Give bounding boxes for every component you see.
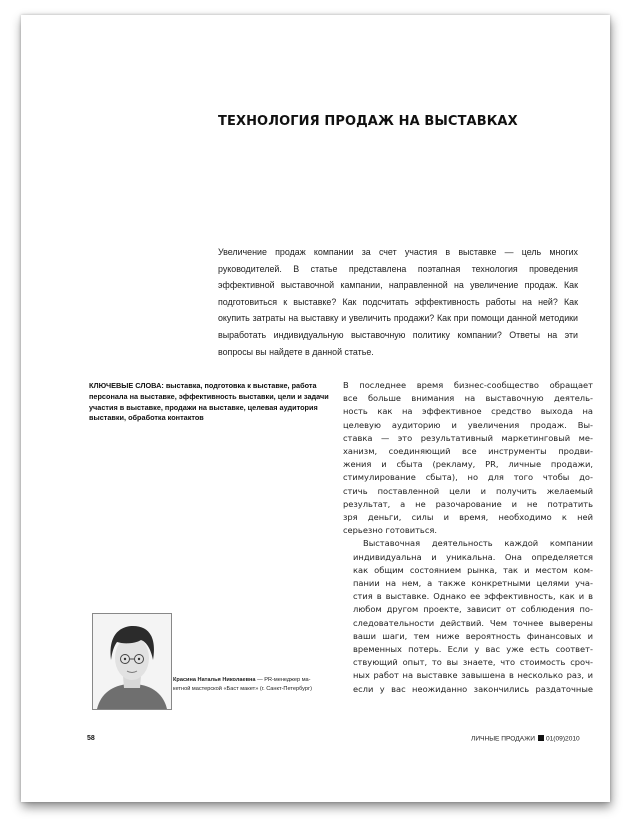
body-line: если у вас неожиданно закончились раздаточные — [353, 683, 593, 694]
author-portrait-image — [93, 614, 171, 709]
article-body — [343, 379, 593, 696]
author-caption — [173, 676, 333, 694]
magazine-page — [21, 15, 610, 802]
body-line: ставка — это результативный маркетинговый ме- — [343, 432, 593, 443]
square-bullet-icon — [538, 735, 544, 741]
body-line: целевую аудиторию и увеличения продаж. Вы- — [343, 419, 593, 430]
body-line: временных потерь. Если у вас уже есть соответ- — [353, 644, 593, 655]
author-photo — [92, 613, 172, 710]
body-line: ханизм, соединяющий все инструменты продви- — [343, 446, 593, 457]
article-title: ТЕХНОЛОГИЯ ПРОДАЖ НА ВЫСТАВКАХ — [218, 114, 518, 129]
body-line: стимулирование сбыта), но для того чтобы до- — [343, 472, 593, 483]
body-line: индивидуальна и уникальна. Она определяется — [353, 551, 593, 562]
body-line: пании на нем, а также конкретными целями уча- — [353, 578, 593, 589]
body-line: Выставочная деятельность каждой компании — [363, 538, 593, 549]
body-line: стичь поставленной цели и получить желаемый — [343, 485, 593, 496]
body-line: как общим состоянием рынка, так и местом ком- — [353, 564, 593, 575]
body-line: ных работ на выставке завышена в несколько раз, и — [353, 670, 593, 681]
body-line: зря деньги, силы и время, необходимо к ней — [343, 512, 593, 523]
page-number: 58 — [87, 735, 95, 742]
magazine-name: ЛИЧНЫЕ ПРОДАЖИ — [471, 735, 535, 743]
author-role-cont: кетной мастерской «Баст макет» (г. Санкт-Петербург) — [173, 686, 312, 692]
body-paragraph-2 — [343, 537, 593, 695]
body-line: любом другом проекте, зависит от соблюдения по- — [353, 604, 593, 615]
body-paragraph-1 — [343, 379, 593, 537]
magazine-issue: 01(09)2010 — [545, 735, 580, 743]
body-line: стия в выставке. Однако ее эффективность, как и в — [353, 591, 593, 602]
body-line: все больше внимания на выставочную деятель- — [343, 393, 593, 404]
body-line: ствующий опыт, то вы знаете, что стоимость сроч- — [353, 657, 593, 668]
magazine-footer — [471, 735, 580, 743]
body-line: ваши шаги, тем ниже вероятность финансовых и — [353, 630, 593, 641]
author-role: — PR-менеджер ма- — [255, 677, 311, 683]
body-line: ность как на эффективное средство выхода на — [343, 406, 593, 417]
body-line: В последнее время бизнес-сообщество обращает — [343, 380, 593, 390]
body-line: следовательности действий. Чем точнее выверены — [353, 617, 593, 628]
article-lead: Увеличение продаж компании за счет участия в выставке — цель многих руководителей. В статье представлена поэтапная технология проведения эффективной выставочной кампании, направленной на увеличение продаж. Как подготовиться к выставке? Как подсчитать эффективность работы на ней? Как окупить затраты на выставку и увеличить продажи? Как при помощи данной методики выработать индивидуальную выставочную политику компании? Ответы на эти вопросы вы найдете в данной статье. — [218, 247, 578, 357]
body-line: результат, а не разочарование и не потратить — [343, 498, 593, 509]
article-keywords: КЛЮЧЕВЫЕ СЛОВА: выставка, подготовка к выставке, работа персонала на выставке, эффективность выставки, цели и задачи участия в выставке, продажи на выставке, целевая аудитория выставки, обработка контактов — [89, 381, 329, 423]
body-line: серьезно готовиться. — [343, 525, 438, 536]
author-name: Красина Наталья Николаевна — [173, 677, 256, 683]
body-line: жения и сбыта (рекламу, PR, личные продажи, — [343, 459, 593, 470]
